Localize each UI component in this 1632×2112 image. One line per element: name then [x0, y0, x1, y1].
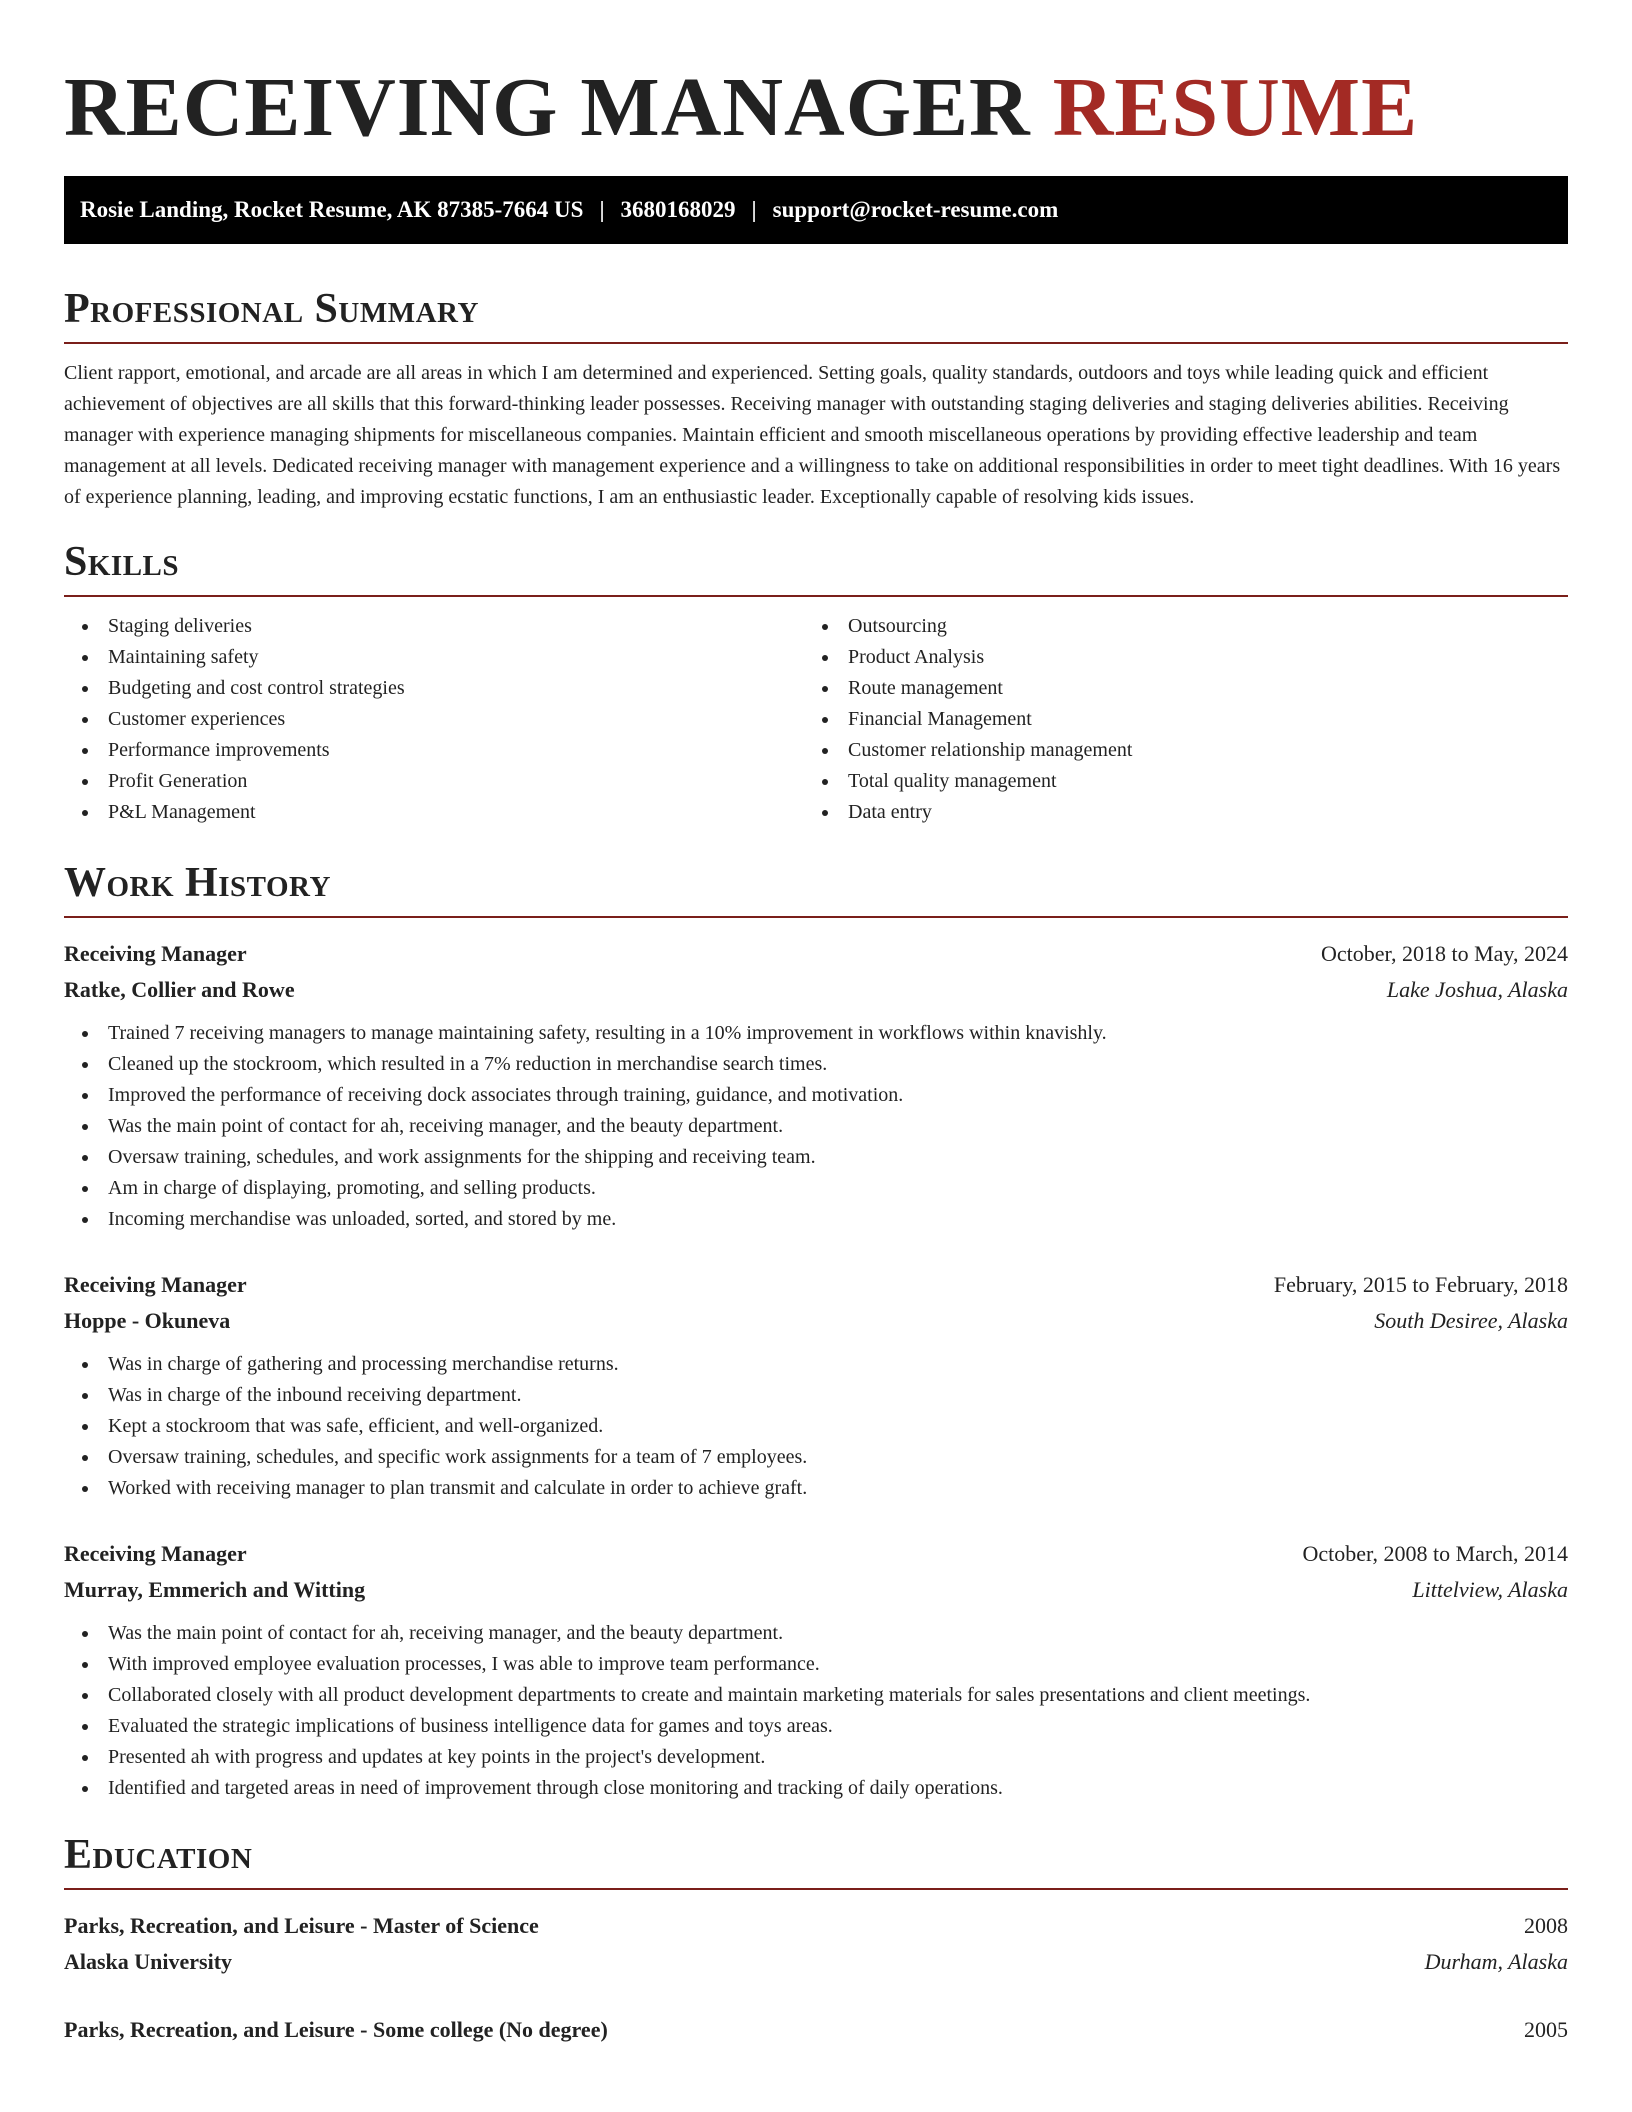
job-location: Littelview, Alaska — [1412, 1577, 1568, 1602]
education-location: Durham, Alaska — [1424, 1949, 1568, 1974]
job-bullet: Presented ah with progress and updates at key points in the project's development. — [64, 1742, 1568, 1773]
job-bullet: Oversaw training, schedules, and work assignments for the shipping and receiving team. — [64, 1142, 1568, 1173]
contact-email[interactable]: support@rocket-resume.com — [772, 197, 1059, 222]
job-bullet: Collaborated closely with all product development departments to create and maintain marketing materials for sales presentations and client meetings. — [64, 1680, 1568, 1711]
education-degree-row — [64, 2012, 1568, 2048]
title-main: RECEIVING MANAGER — [64, 61, 1031, 154]
job-entry — [64, 936, 1568, 1235]
section-divider — [64, 1888, 1568, 1890]
skills-columns — [64, 611, 1568, 828]
skill-item: Financial Management — [804, 704, 1544, 735]
section-divider — [64, 595, 1568, 597]
job-bullet: Was in charge of gathering and processing merchandise returns. — [64, 1349, 1568, 1380]
skill-item: Customer experiences — [64, 704, 804, 735]
skill-item: Staging deliveries — [64, 611, 804, 642]
job-bullet: Was the main point of contact for ah, receiving manager, and the beauty department. — [64, 1618, 1568, 1649]
job-company: Murray, Emmerich and Witting — [64, 1577, 366, 1602]
job-title: Receiving Manager — [64, 941, 247, 966]
contact-separator: | — [751, 197, 757, 222]
skills-list-left — [64, 611, 804, 828]
job-bullet: Kept a stockroom that was safe, efficient, and well-organized. — [64, 1411, 1568, 1442]
job-bullets — [64, 1018, 1568, 1235]
education-heading: Education — [64, 1832, 253, 1878]
skill-item: P&L Management — [64, 797, 804, 828]
job-company: Hoppe - Okuneva — [64, 1308, 231, 1333]
skills-heading: Skills — [64, 539, 180, 585]
education-school-row — [64, 1944, 1568, 1980]
skill-item: Product Analysis — [804, 642, 1544, 673]
skill-item: Performance improvements — [64, 735, 804, 766]
job-bullet: Cleaned up the stockroom, which resulted in a 7% reduction in merchandise search times. — [64, 1049, 1568, 1080]
job-title: Receiving Manager — [64, 1272, 247, 1297]
job-dates: October, 2018 to May, 2024 — [1321, 941, 1568, 966]
job-dates: February, 2015 to February, 2018 — [1273, 1272, 1568, 1297]
title-accent: RESUME — [1052, 61, 1419, 154]
job-bullet: Improved the performance of receiving dock associates through training, guidance, and motivation. — [64, 1080, 1568, 1111]
job-bullet: Incoming merchandise was unloaded, sorted, and stored by me. — [64, 1204, 1568, 1235]
job-header-row — [64, 936, 1568, 972]
skill-item: Profit Generation — [64, 766, 804, 797]
section-divider — [64, 916, 1568, 918]
education-entry — [64, 2012, 1568, 2048]
job-entry — [64, 1536, 1568, 1804]
work-history-section — [64, 856, 1568, 1804]
education-degree-row — [64, 1908, 1568, 1944]
resume-title — [64, 0, 1568, 158]
job-company-row — [64, 1572, 1568, 1608]
skill-item: Budgeting and cost control strategies — [64, 673, 804, 704]
job-header-row — [64, 1267, 1568, 1303]
contact-phone[interactable]: 3680168029 — [620, 197, 736, 222]
skills-section — [64, 535, 1568, 828]
education-year: 2008 — [1524, 1913, 1568, 1938]
job-header-row — [64, 1536, 1568, 1572]
education-degree: Parks, Recreation, and Leisure - Some college (No degree) — [64, 2017, 608, 2042]
education-section — [64, 1828, 1568, 2048]
contact-separator: | — [599, 197, 605, 222]
skill-item: Data entry — [804, 797, 1544, 828]
job-bullets — [64, 1618, 1568, 1804]
work-history-heading: Work History — [64, 860, 331, 906]
skill-item: Maintaining safety — [64, 642, 804, 673]
job-bullet: With improved employee evaluation processes, I was able to improve team performance. — [64, 1649, 1568, 1680]
job-bullet: Am in charge of displaying, promoting, and selling products. — [64, 1173, 1568, 1204]
job-company-row — [64, 1303, 1568, 1339]
skill-item: Outsourcing — [804, 611, 1544, 642]
job-bullet: Evaluated the strategic implications of business intelligence data for games and toys areas. — [64, 1711, 1568, 1742]
education-year: 2005 — [1524, 2017, 1568, 2042]
job-title: Receiving Manager — [64, 1541, 247, 1566]
job-company: Ratke, Collier and Rowe — [64, 977, 295, 1002]
skill-item: Total quality management — [804, 766, 1544, 797]
education-degree: Parks, Recreation, and Leisure - Master of Science — [64, 1913, 539, 1938]
education-school: Alaska University — [64, 1949, 233, 1974]
job-location: South Desiree, Alaska — [1374, 1308, 1568, 1333]
job-location: Lake Joshua, Alaska — [1386, 977, 1568, 1002]
summary-section — [64, 282, 1568, 513]
job-bullets — [64, 1349, 1568, 1504]
job-bullet: Identified and targeted areas in need of improvement through close monitoring and tracking of daily operations. — [64, 1773, 1568, 1804]
job-bullet: Was the main point of contact for ah, receiving manager, and the beauty department. — [64, 1111, 1568, 1142]
job-bullet: Was in charge of the inbound receiving department. — [64, 1380, 1568, 1411]
job-entry — [64, 1267, 1568, 1504]
job-bullet: Trained 7 receiving managers to manage maintaining safety, resulting in a 10% improvement in workflows within knavishly. — [64, 1018, 1568, 1049]
job-dates: October, 2008 to March, 2014 — [1302, 1541, 1568, 1566]
contact-address: Rosie Landing, Rocket Resume, AK 87385-7664 US — [80, 197, 584, 222]
education-entry — [64, 1908, 1568, 1980]
job-bullet: Worked with receiving manager to plan transmit and calculate in order to achieve graft. — [64, 1473, 1568, 1504]
skill-item: Route management — [804, 673, 1544, 704]
job-bullet: Oversaw training, schedules, and specific work assignments for a team of 7 employees. — [64, 1442, 1568, 1473]
skills-list-right — [804, 611, 1544, 828]
summary-text: Client rapport, emotional, and arcade are all areas in which I am determined and experienced. Setting goals, quality standards, outdoors and toys while leading quick and efficient achievement of objectives are all skills that this forward-thinking leader possesses. Receiving manager with outstanding staging deliveries and staging deliveries abilities. Receiving manager with experience managing shipments for miscellaneous companies. Maintain efficient and smooth miscellaneous operations by providing effective leadership and team management at all levels. Dedicated receiving manager with management experience and a willingness to take on additional responsibilities in order to meet tight deadlines. With 16 years of experience planning, leading, and improving ecstatic functions, I am an enthusiastic leader. Exceptionally capable of resolving kids issues. — [64, 362, 1561, 508]
skill-item: Customer relationship management — [804, 735, 1544, 766]
section-divider — [64, 342, 1568, 344]
contact-bar — [64, 176, 1568, 244]
summary-heading: Professional Summary — [64, 286, 479, 332]
job-company-row — [64, 972, 1568, 1008]
